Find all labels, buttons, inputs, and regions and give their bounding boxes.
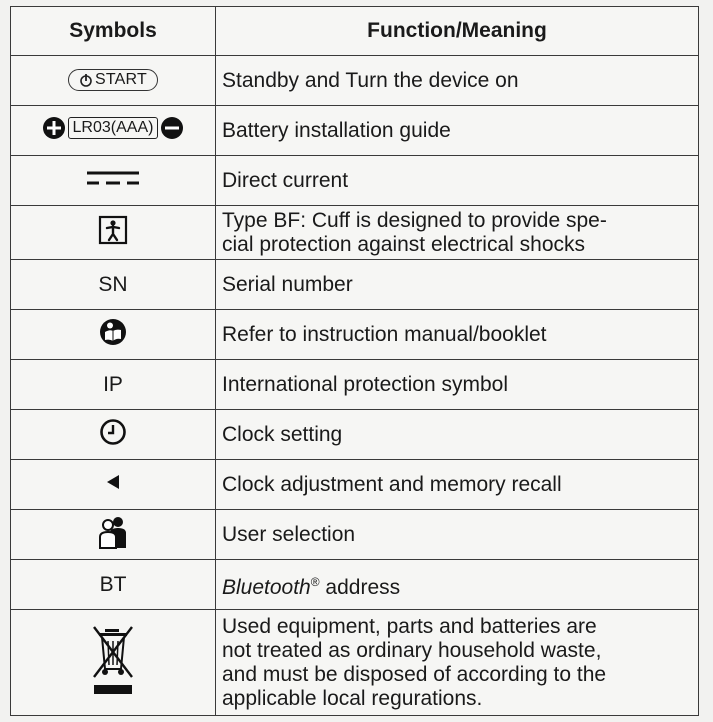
- left-triangle-icon: [104, 473, 122, 491]
- meaning-cell: International protection symbol: [216, 360, 699, 410]
- meaning-cell: [216, 156, 699, 206]
- function-header: Function/Meaning: [216, 7, 699, 56]
- meaning-line: Type BF: Cuff is designed to provide spe-: [222, 208, 607, 232]
- symbol-cell: BT: [11, 560, 216, 610]
- symbol-cell: [11, 56, 216, 106]
- battery-label: LR03(AAA): [68, 117, 159, 139]
- table-row: [11, 460, 699, 510]
- symbol-cell: [11, 610, 216, 716]
- symbol-cell: [11, 460, 216, 510]
- meaning-line: not treated as ordinary household waste,: [222, 638, 602, 662]
- table-row: [11, 260, 699, 310]
- table-row: [11, 610, 699, 716]
- symbol-cell: [11, 310, 216, 360]
- symbol-cell: SN: [11, 260, 216, 310]
- table-row: [11, 510, 699, 560]
- symbols-table-container: [10, 6, 698, 716]
- symbol-cell: [11, 206, 216, 260]
- meaning-cell: Clock adjustment and memory recall: [216, 460, 699, 510]
- table-row: [11, 206, 699, 260]
- meaning-line: cial protection against electrical shocks: [222, 232, 586, 256]
- meaning-cell: [216, 560, 699, 610]
- meaning-rest: address: [319, 575, 401, 599]
- type-bf-icon: [98, 215, 128, 245]
- meaning-cell: Standby and Turn the device on: [216, 56, 699, 106]
- table-row: [11, 410, 699, 460]
- meaning-cell: Refer to instruction manual/booklet: [216, 310, 699, 360]
- meaning-cell: [216, 610, 699, 716]
- user-selection-icon: [97, 515, 129, 549]
- symbols-table: [10, 6, 699, 716]
- instruction-manual-icon: [99, 318, 127, 346]
- symbol-cell: [11, 510, 216, 560]
- battery-installation-icon: [42, 116, 185, 140]
- meaning-cell: Battery installation guide: [216, 106, 699, 156]
- clock-icon: [99, 418, 127, 446]
- direct-current-icon: [86, 168, 140, 188]
- meaning-cell: [216, 206, 699, 260]
- symbol-cell: [11, 106, 216, 156]
- meaning-cell: Clock setting: [216, 410, 699, 460]
- symbol-cell: [11, 156, 216, 206]
- table-row: [11, 360, 699, 410]
- table-row: [11, 560, 699, 610]
- table-row: [11, 106, 699, 156]
- meaning-cell: User selection: [216, 510, 699, 560]
- meaning-line: and must be disposed of according to the: [222, 662, 607, 686]
- power-start-button-icon: [68, 69, 158, 91]
- meaning-line: Used equipment, parts and batteries are: [222, 614, 597, 638]
- table-row: [11, 310, 699, 360]
- symbol-cell: [11, 410, 216, 460]
- minus-circle-icon: [160, 116, 184, 140]
- meaning-text: Direct current: [222, 168, 349, 192]
- start-label: START: [95, 70, 147, 88]
- symbol-cell: IP: [11, 360, 216, 410]
- weee-crossed-bin-icon: [91, 623, 135, 697]
- table-row: [11, 56, 699, 106]
- table-row: [11, 156, 699, 206]
- bluetooth-word: Bluetooth: [222, 575, 311, 599]
- symbols-header: Symbols: [11, 7, 216, 56]
- plus-circle-icon: [42, 116, 66, 140]
- meaning-cell: Serial number: [216, 260, 699, 310]
- registered-mark: ®: [310, 574, 320, 589]
- header-row: [11, 7, 699, 56]
- meaning-line: applicable local regurations.: [222, 686, 483, 710]
